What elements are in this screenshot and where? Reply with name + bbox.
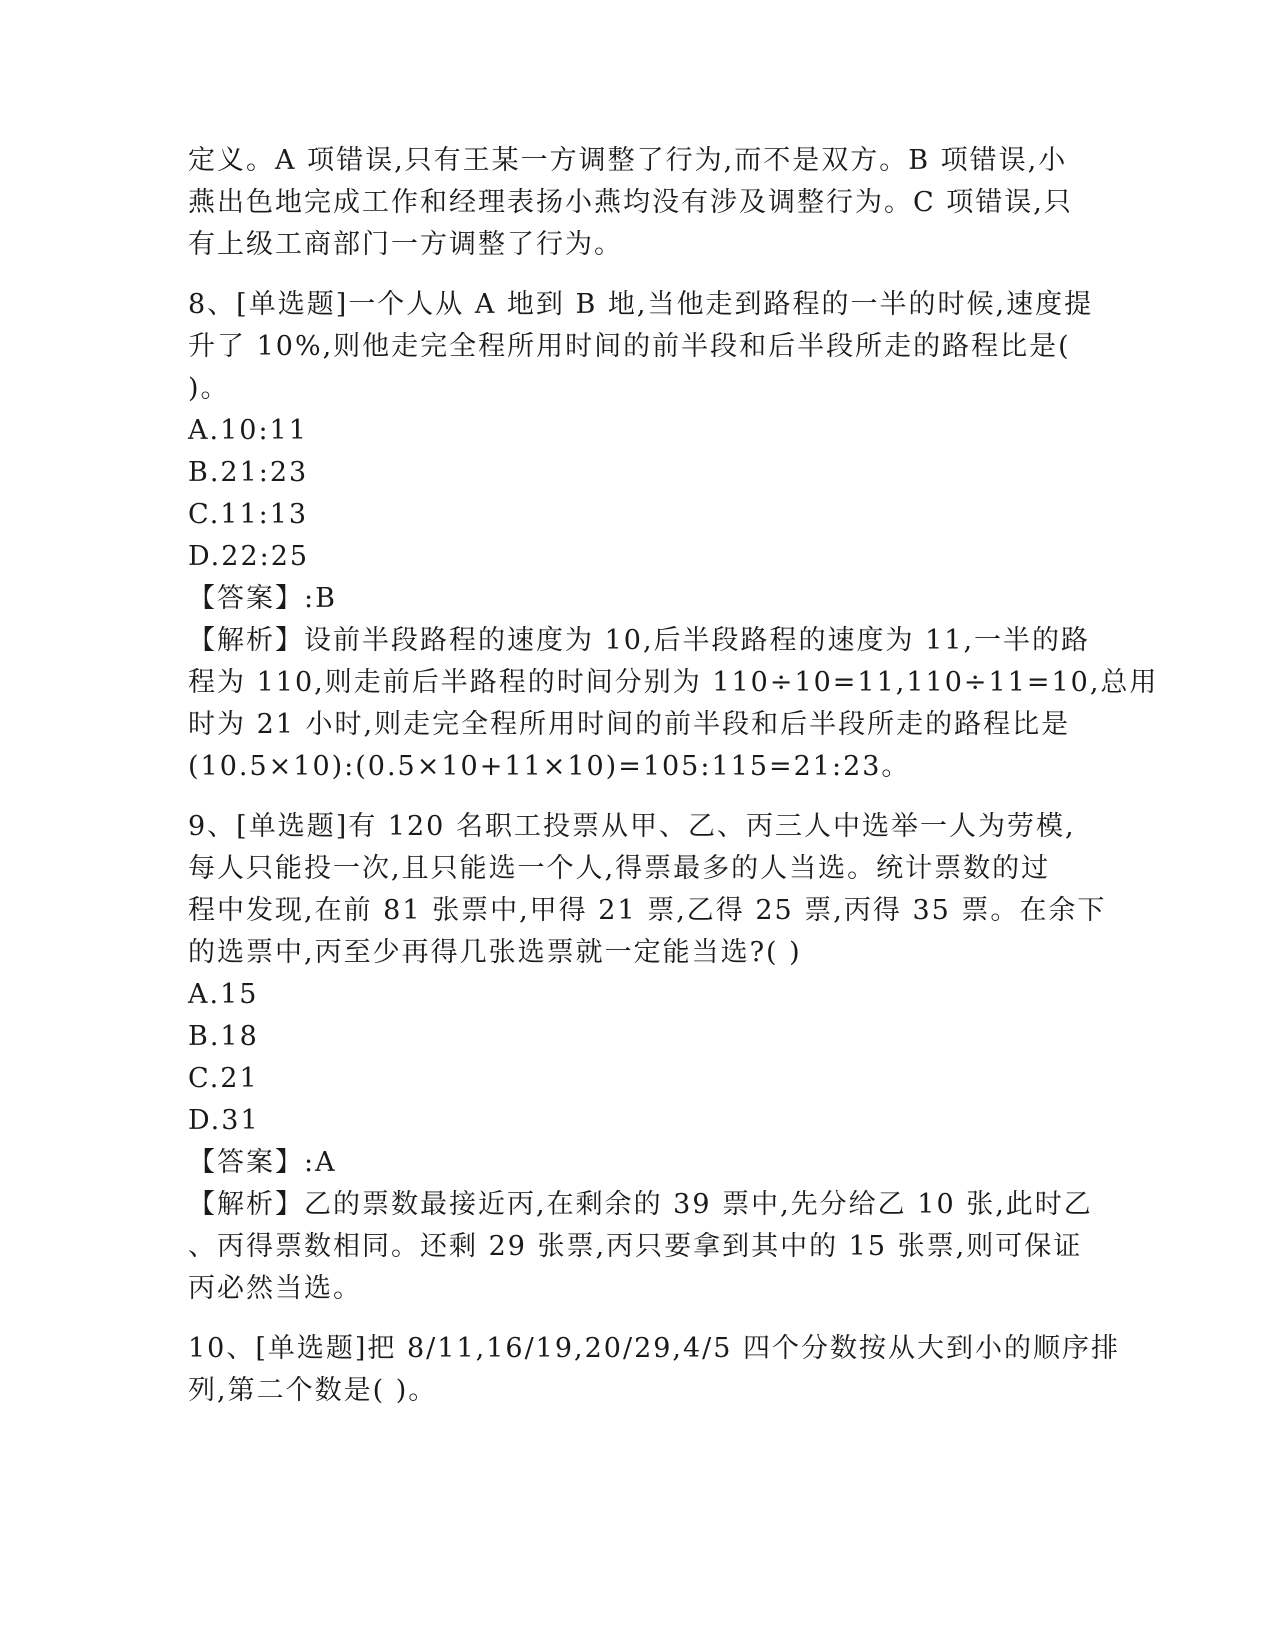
q9-analysis-line: 、丙得票数相同。还剩 29 张票,丙只要拿到其中的 15 张票,则可保证: [188, 1231, 1083, 1262]
q8-option-d: D.22:25: [188, 541, 310, 572]
q8-analysis-line: 时为 21 小时,则走完全程所用时间的前半段和后半段所走的路程比是: [188, 709, 1071, 740]
q8-option-c: C.11:13: [188, 499, 309, 530]
q8-analysis-line: 程为 110,则走前后半路程的时间分别为 110÷10=11,110÷11=10,总用: [188, 667, 1159, 698]
q8-option-a: A.10:11: [188, 415, 308, 446]
intro-line: 定义。A 项错误,只有王某一方调整了行为,而不是双方。B 项错误,小: [188, 145, 1068, 176]
q8-stem-line: )。: [188, 373, 230, 404]
q9-analysis-line: 【解析】乙的票数最接近丙,在剩余的 39 票中,先分给乙 10 张,此时乙: [188, 1189, 1093, 1220]
q9-analysis-line: 丙必然当选。: [188, 1273, 362, 1304]
q9-option-b: B.18: [188, 1021, 259, 1052]
q8-stem-line: 升了 10%,则他走完全程所用时间的前半段和后半段所走的路程比是(: [188, 331, 1071, 362]
q8-option-b: B.21:23: [188, 457, 309, 488]
q9-stem-line: 的选票中,丙至少再得几张选票就一定能当选?( ): [188, 937, 802, 968]
q8-analysis-line: (10.5×10):(0.5×10+11×10)=105:115=21:23。: [188, 751, 911, 782]
q8-answer: 【答案】:B: [188, 583, 337, 614]
q8-analysis-line: 【解析】设前半段路程的速度为 10,后半段路程的速度为 11,一半的路: [188, 625, 1091, 656]
q9-answer: 【答案】:A: [188, 1147, 337, 1178]
q9-stem-line: 9、[单选题]有 120 名职工投票从甲、乙、丙三人中选举一人为劳模,: [188, 811, 1076, 842]
q10-stem-line: 10、[单选题]把 8/11,16/19,20/29,4/5 四个分数按从大到小的顺序排: [188, 1333, 1121, 1364]
intro-line: 有上级工商部门一方调整了行为。: [188, 229, 623, 260]
q10-stem-line: 列,第二个数是( )。: [188, 1375, 438, 1406]
q9-stem-line: 程中发现,在前 81 张票中,甲得 21 票,乙得 25 票,丙得 35 票。在余下: [188, 895, 1107, 926]
q9-stem-line: 每人只能投一次,且只能选一个人,得票最多的人当选。统计票数的过: [188, 853, 1051, 884]
q8-stem-line: 8、[单选题]一个人从 A 地到 B 地,当他走到路程的一半的时候,速度提: [188, 289, 1094, 320]
q9-option-c: C.21: [188, 1063, 259, 1094]
intro-line: 燕出色地完成工作和经理表扬小燕均没有涉及调整行为。C 项错误,只: [188, 187, 1073, 218]
q9-option-a: A.15: [188, 979, 259, 1010]
q9-option-d: D.31: [188, 1105, 260, 1136]
